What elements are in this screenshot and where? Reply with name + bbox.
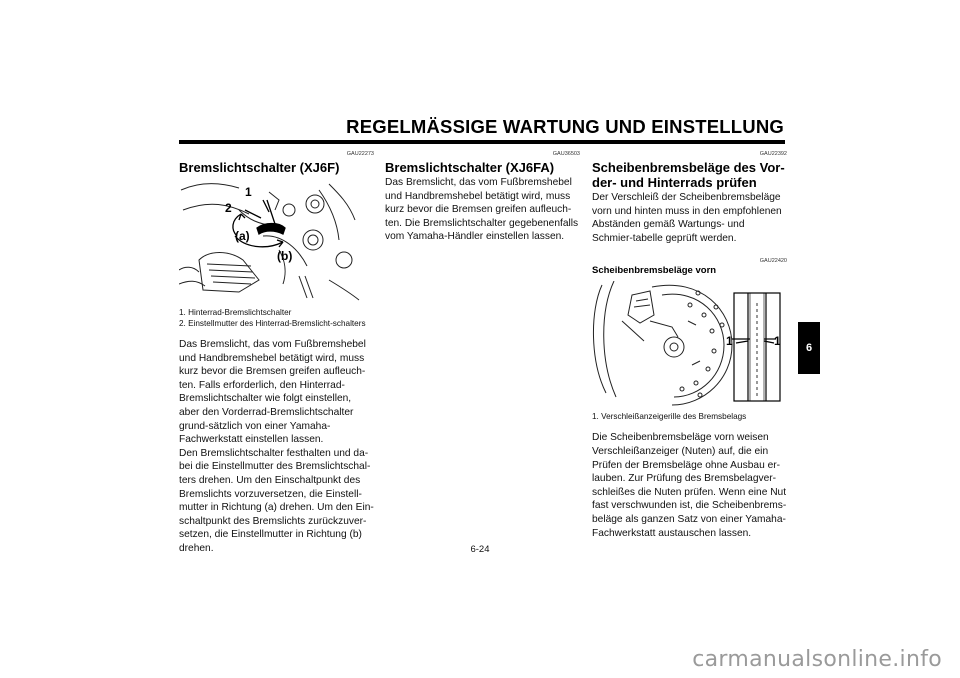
figure-label-1: 1 (245, 185, 252, 199)
page-number: 6-24 (470, 544, 490, 555)
figure-label-left: 1 (726, 334, 733, 349)
body-paragraph: Das Bremslicht, das vom Fußbremshebel und Handbremshebel betätigt wird, muss kurz bevor die Bremsen greifen aufleuch-ten. Falls erforderlich, den Hinterrad-Bremslichtschalter wie folgt einstellen, aber den Vorderrad-Bremslichtschalter grund-sätzlich von einer Yamaha-Fachwerkstatt einstellen lassen. (179, 339, 366, 446)
column-brake-pads (592, 150, 787, 540)
section-heading: Bremslichtschalter (XJ6FA) (385, 160, 555, 175)
body-paragraph: Die Scheibenbremsbeläge vorn weisen Verschleißanzeiger (Nuten) auf, die ein Prüfen der Bremsbeläge ohne Ausbau er-lauben. Zur Prüfung des Bremsbelagver-schleißes die Nuten prüfen. Wenn eine Nut fast verschwunden ist, die Scheibenbrems-beläge als ganzen Satz von einer Yamaha-Fachwerkstatt austauschen lassen. (592, 432, 787, 539)
section-heading: Scheibenbremsbeläge des Vor-der- und Hinterrads prüfen (592, 160, 785, 190)
watermark: carmanualsonline.info (692, 647, 942, 672)
column-brake-switch-xj6fa (385, 150, 580, 244)
column-brake-switch-xj6f (179, 150, 374, 556)
figure-label-right: 1 (774, 334, 781, 349)
section-code: GAU22392 (759, 151, 787, 157)
section-code: GAU22273 (346, 151, 374, 157)
body-paragraph: Das Bremslicht, das vom Fußbremshebel und Handbremshebel betätigt wird, muss kurz bevor die Bremsen greifen aufleuch-ten. Die Bremslichtschalter gegebenenfalls vom Yamaha-Händler einstellen lassen. (385, 177, 579, 243)
chapter-tab: 6 (798, 322, 820, 374)
figure-caption: 1. Verschleißanzeigerille des Bremsbelags (592, 412, 747, 422)
figure-label-a: (a) (235, 229, 250, 243)
page-title: REGELMÄSSIGE WARTUNG UND EINSTELLUNG (346, 116, 784, 137)
brake-switch-illustration (179, 180, 369, 304)
subsection-heading: Scheibenbremsbeläge vorn (592, 265, 717, 277)
figure-label-2: 2 (225, 201, 232, 215)
body-paragraph: Der Verschleiß der Scheibenbremsbeläge vorn und hinten muss in den empfohlenen Abständen gemäß Wartungs- und Schmier-tabelle geprüft werden. (592, 192, 782, 244)
subsection-code: GAU22420 (759, 258, 787, 265)
figure-caption (179, 307, 374, 329)
caption-item: 1. Hinterrad-Bremslichtschalter (179, 308, 292, 317)
title-rule (179, 140, 785, 144)
body-paragraph: Den Bremslichtschalter festhalten und da-bei die Einstellmutter des Bremslichtschal-ters drehen. Um den Einschaltpunkt des Bremslichts vorzuversetzen, die Einstell-mutter in Richtung (a) drehen. Um den Ein-schaltpunkt des Bremslichts zurückzuver-setzen, die Einstellmutter in Richtung (b) drehen. (179, 447, 374, 554)
section-heading: Bremslichtschalter (XJ6F) (179, 160, 340, 175)
brake-pad-illustration (592, 281, 786, 409)
figure-label-b: (b) (277, 249, 293, 263)
section-code: GAU36503 (552, 151, 580, 157)
caption-item: 2. Einstellmutter des Hinterrad-Bremslicht-schalters (179, 319, 366, 328)
